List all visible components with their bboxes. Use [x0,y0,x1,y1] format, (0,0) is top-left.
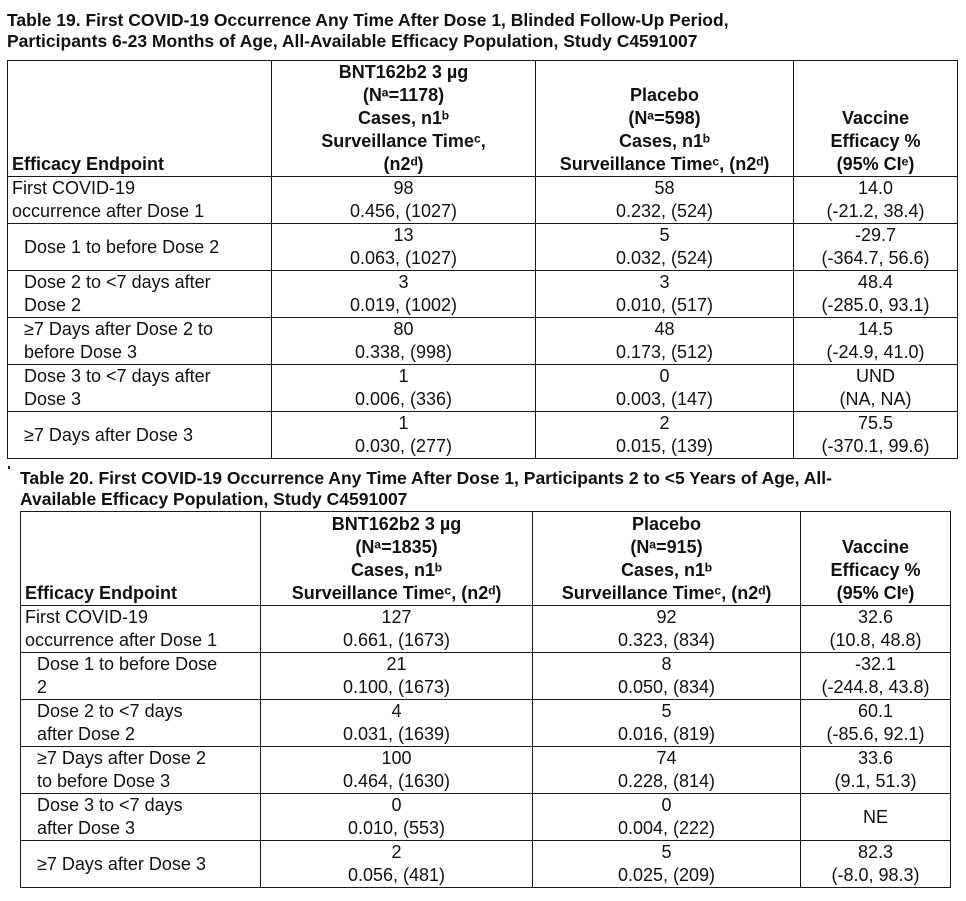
table-19 [7,60,958,459]
row-efficacy-value: 82.3 (-8.0, 98.3) [801,841,951,888]
table-row [8,318,958,365]
row-efficacy-value: UND (NA, NA) [794,365,958,412]
table-row [8,412,958,459]
table-19-title: Table 19. First COVID-19 Occurrence Any Time After Dose 1, Blinded Follow-Up Period, Participants 6-23 Months of Age, All-Available Efficacy Population, Study C4591007 [7,10,729,51]
row-vaccine-value: 80 0.338, (998) [272,318,536,365]
row-placebo-value: 5 0.025, (209) [533,841,801,888]
row-endpoint: First COVID-19 occurrence after Dose 1 [21,606,261,653]
row-vaccine-value: 1 0.030, (277) [272,412,536,459]
table-row [8,271,958,318]
row-endpoint: Dose 3 to <7 days after Dose 3 [21,794,261,841]
header-efficacy-endpoint: Efficacy Endpoint [8,61,272,177]
header-vaccine-efficacy: Vaccine Efficacy % (95% CIᵉ) [794,61,958,177]
row-efficacy-value: -29.7 (-364.7, 56.6) [794,224,958,271]
row-efficacy-value: 14.0 (-21.2, 38.4) [794,177,958,224]
row-placebo-value: 74 0.228, (814) [533,747,801,794]
header-vaccine-group: BNT162b2 3 µg (Nᵃ=1178) Cases, n1ᵇ Surveillance Timeᶜ, (n2ᵈ) [272,61,536,177]
row-placebo-value: 48 0.173, (512) [536,318,794,365]
row-efficacy-value: NE [801,794,951,841]
table-19-header-row [8,61,958,177]
row-placebo-value: 0 0.004, (222) [533,794,801,841]
row-efficacy-value: -32.1 (-244.8, 43.8) [801,653,951,700]
row-placebo-value: 3 0.010, (517) [536,271,794,318]
table-row [21,841,951,888]
table-row [8,224,958,271]
row-vaccine-value: 0 0.010, (553) [261,794,533,841]
header-placebo-group: Placebo (Nᵃ=915) Cases, n1ᵇ Surveillance Timeᶜ, (n2ᵈ) [533,512,801,606]
row-efficacy-value: 48.4 (-285.0, 93.1) [794,271,958,318]
row-placebo-value: 8 0.050, (834) [533,653,801,700]
row-placebo-value: 92 0.323, (834) [533,606,801,653]
row-vaccine-value: 1 0.006, (336) [272,365,536,412]
row-vaccine-value: 4 0.031, (1639) [261,700,533,747]
table-row [21,794,951,841]
table-row [21,606,951,653]
row-placebo-value: 2 0.015, (139) [536,412,794,459]
table-20-header-row [21,512,951,606]
row-endpoint: Dose 2 to <7 days after Dose 2 [21,700,261,747]
row-efficacy-value: 32.6 (10.8, 48.8) [801,606,951,653]
row-endpoint: ≥7 Days after Dose 3 [8,412,272,459]
row-endpoint: Dose 1 to before Dose 2 [8,224,272,271]
table-20-title: Table 20. First COVID-19 Occurrence Any Time After Dose 1, Participants 2 to <5 Years of Age, All- Available Efficacy Population, Study C4591007 [20,468,832,509]
row-endpoint: Dose 3 to <7 days after Dose 3 [8,365,272,412]
row-vaccine-value: 2 0.056, (481) [261,841,533,888]
row-placebo-value: 5 0.032, (524) [536,224,794,271]
row-endpoint: ≥7 Days after Dose 2 to before Dose 3 [8,318,272,365]
row-vaccine-value: 3 0.019, (1002) [272,271,536,318]
table-row [21,747,951,794]
table-row [21,700,951,747]
header-vaccine-group: BNT162b2 3 µg (Nᵃ=1835) Cases, n1ᵇ Surveillance Timeᶜ, (n2ᵈ) [261,512,533,606]
row-endpoint: Dose 1 to before Dose 2 [21,653,261,700]
table-20 [20,511,951,888]
row-efficacy-value: 60.1 (-85.6, 92.1) [801,700,951,747]
row-vaccine-value: 21 0.100, (1673) [261,653,533,700]
row-efficacy-value: 33.6 (9.1, 51.3) [801,747,951,794]
table-row [8,365,958,412]
row-endpoint: ≥7 Days after Dose 3 [21,841,261,888]
row-efficacy-value: 14.5 (-24.9, 41.0) [794,318,958,365]
row-placebo-value: 5 0.016, (819) [533,700,801,747]
row-placebo-value: 58 0.232, (524) [536,177,794,224]
row-endpoint: Dose 2 to <7 days after Dose 2 [8,271,272,318]
header-efficacy-endpoint: Efficacy Endpoint [21,512,261,606]
row-vaccine-value: 127 0.661, (1673) [261,606,533,653]
row-endpoint: ≥7 Days after Dose 2 to before Dose 3 [21,747,261,794]
row-vaccine-value: 100 0.464, (1630) [261,747,533,794]
row-vaccine-value: 13 0.063, (1027) [272,224,536,271]
row-endpoint: First COVID-19 occurrence after Dose 1 [8,177,272,224]
table-row [8,177,958,224]
row-placebo-value: 0 0.003, (147) [536,365,794,412]
row-efficacy-value: 75.5 (-370.1, 99.6) [794,412,958,459]
header-placebo-group: Placebo (Nᵃ=598) Cases, n1ᵇ Surveillance Timeᶜ, (n2ᵈ) [536,61,794,177]
header-vaccine-efficacy: Vaccine Efficacy % (95% CIᵉ) [801,512,951,606]
table-row [21,653,951,700]
row-vaccine-value: 98 0.456, (1027) [272,177,536,224]
margin-mark [8,466,10,469]
